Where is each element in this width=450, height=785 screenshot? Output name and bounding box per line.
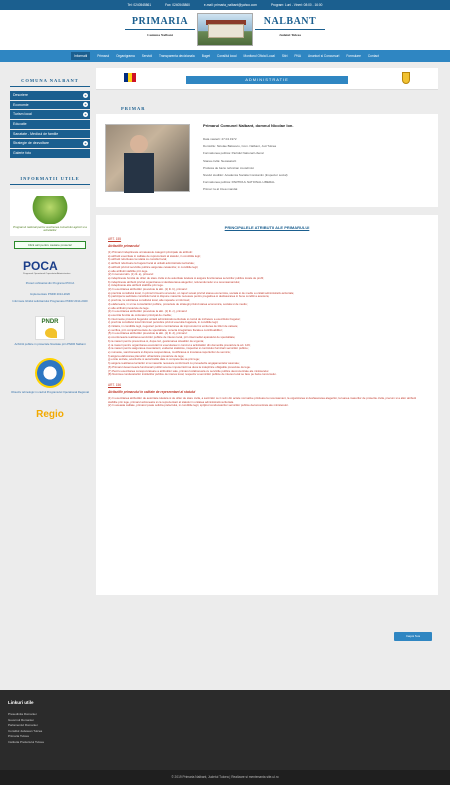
- atributii-title: PRINCIPALELE ATRIBUTII ALE PRIMARULUI: [224, 225, 310, 230]
- sidebar-item-strategie[interactable]: Strategie de dezvoltare +: [10, 139, 90, 148]
- nav-item-formulare[interactable]: Formulare: [346, 54, 361, 58]
- paragraph: b) intocmeste proiectul bugetului unitatii administrativ-teritoriale si contul de incheiere a exercitiului bugetar;: [108, 316, 241, 321]
- footer-link[interactable]: Consiliul Judetean Tulcea: [8, 728, 43, 733]
- paragraph: a) exercita functia de ordonator principal de credite;: [108, 312, 172, 317]
- pndr-link-2[interactable]: Informare Ghidul solicitantului Programare PNDR 2014-2020: [12, 299, 88, 303]
- paragraph: (3) In exercitarea atributiilor prevazute la alin. (1) lit. b), primarul:: [108, 287, 188, 292]
- art-156-subtitle: Atributiile primarului in calitate de reprezentant al statului: [108, 389, 196, 394]
- pndr-text: Programul national pentru sustinerea comertului agricol si a activitatilor: [13, 224, 87, 233]
- paragraph: c) prezinta consiliului local informari periodice privind executia bugetara, in conditiile legii;: [108, 320, 219, 325]
- main-content: [96, 68, 438, 638]
- paragraph: b) indeplineste atributii privind organizarea si desfasurarea alegerilor, referendumului si a recensamantului;: [108, 279, 240, 284]
- primar-heading: PRIMAR: [121, 106, 146, 111]
- footer: [0, 690, 450, 770]
- search-projects-button[interactable]: Click aici pentru cautare proiecte!: [14, 241, 86, 249]
- footer-link[interactable]: Parlamentul Romaniei: [8, 723, 38, 727]
- footer-link[interactable]: Primaria Tulcea: [8, 734, 29, 738]
- nav-item-pna[interactable]: PNA: [294, 54, 301, 58]
- paragraph: (5) In exercitarea atributiilor prevazute la alin. (1) lit. d), primarul:: [108, 331, 188, 336]
- paragraph: e) verifica, prin compartimentele de specialitate, corecta inregistrare fiscala a contribuabililor;: [108, 327, 223, 332]
- nav-item-anunturi[interactable]: Anunturi si Concursuri: [307, 54, 340, 58]
- program-text: Program: Luni - Vineri: 08:00 - 16:00: [270, 3, 323, 7]
- pndr-achizitii-link[interactable]: Achizitii publice in proiectele finantate prin PNDR Nalbant: [14, 341, 86, 346]
- paragraph: a) atributii exercitate in calitate de reprezentant al statului, in conditiile legii;: [108, 253, 201, 258]
- romania-flag-icon: [124, 73, 136, 82]
- footer-link[interactable]: Presedintia Romaniei: [8, 712, 37, 716]
- pndr-banner[interactable]: [10, 189, 90, 236]
- paragraph: d) elaboreaza, in urma consultarilor publice, proiectele de strategii privind starea economica, sociala si de mediu;: [108, 301, 248, 306]
- paragraph: a) coordoneaza realizarea serviciilor publice de interes local, prin intermediul aparatului de specialitate;: [108, 335, 236, 340]
- plus-icon[interactable]: +: [84, 92, 87, 98]
- fax-text: Fax: 0240545860: [165, 3, 190, 7]
- admin-bar: [96, 68, 438, 90]
- email-link[interactable]: e-mail: primaria_nalbant@yahoo.com: [203, 3, 257, 7]
- art-155-body: [108, 251, 426, 377]
- paragraph: (6) Primarul desemneaza functionarii publici anume imputerniciti sa duca la indeplinire obligatiile prevazute de lege.: [108, 364, 251, 369]
- main-nav: [0, 50, 450, 62]
- paragraph: d) ia masuri pentru asigurarea inventarierii, evidentei statistice, inspectiei si controlului furnizarii serviciilor publice;: [108, 346, 249, 351]
- paragraph: (8) Numirea conducatorilor institutiilor publice de interes local, respectiv a serviciilor publice de interes local se face pe baza concursului.: [108, 372, 277, 377]
- primar-info: Data nasterii: 27.04.1972 Domiciliu: Nicolae Balcescu, Com. Nalbant, Jud.Tulcea Formatiunea politica: Partidul National Liberal Starea civila: Necasatorit Profesia de baza: tehnician zootehnist Nivelul studiilor: Academia Sociala Constantin (Inspector social) Formatiunea politica: PARTIDUL NATIONAL LIBERAL Primar: la al 3-lea mandat: [203, 137, 288, 192]
- info-heading: INFORMATII UTILE: [10, 166, 90, 185]
- paragraph: e) numeste, sanctioneaza si dispune suspendarea, modificarea si incetarea raporturilor de serviciu;: [108, 349, 231, 354]
- art-156-body: [108, 397, 426, 408]
- paragraph: (2) In temeiul alin. (1) lit. a), primarul:: [108, 272, 154, 277]
- copyright-text: © 2019 Primaria Nalbant, Judetul Tulcea: [171, 775, 229, 779]
- nav-item-buget[interactable]: Buget: [201, 54, 211, 58]
- top-bar: [0, 0, 450, 10]
- town-hall-image: [197, 13, 253, 46]
- paragraph: e) alte atributii prevazute de lege.: [108, 305, 150, 310]
- paragraph: e) alte atributii stabilite prin lege.: [108, 268, 149, 273]
- footer-heading: Linkuri utile: [8, 700, 34, 705]
- paragraph: c) indeplineste alte atributii stabilite prin lege.: [108, 283, 164, 288]
- plus-icon[interactable]: +: [84, 102, 87, 108]
- poca-link[interactable]: Proiect cofinantat din Programul POCA: [25, 280, 75, 285]
- credit-link[interactable]: Realizare si mentenanta site-ul.ro: [231, 775, 279, 779]
- paragraph: g) emite avizele, acordurile si autorizatiile date in competenta sa prin lege;: [108, 357, 200, 362]
- pndr-logo-2[interactable]: PNDR: [35, 316, 65, 340]
- nav-item-contact[interactable]: Contact: [367, 54, 379, 58]
- site-header: [0, 10, 450, 50]
- atributii-content: [96, 215, 438, 638]
- art-155-subtitle: Atributiile primarului: [108, 244, 140, 248]
- paragraph: f) asigura elaborarea planurilor urbanistice prevazute de lege;: [108, 353, 185, 358]
- footer-link[interactable]: Institutia Prefectului Tulcea: [8, 739, 44, 744]
- nav-item-servicii[interactable]: Servicii: [141, 54, 153, 58]
- nav-item-organigrama[interactable]: Organigrama: [116, 54, 135, 58]
- back-to-top-button[interactable]: Inapoi Sus: [394, 632, 432, 641]
- phone-text: Tel: 0240545861: [127, 3, 152, 7]
- poca-logo[interactable]: POCA Programul Operational Capacitate Administrativa: [23, 258, 71, 275]
- nav-item-primarul[interactable]: Primarul: [97, 54, 110, 58]
- paragraph: d) atributii privind serviciile publice asigurate cetatenilor, in conditiile legii;: [108, 264, 199, 269]
- nav-item-informatii[interactable]: Informatii: [71, 52, 90, 60]
- sidebar-item-educatie[interactable]: Educatie: [10, 120, 90, 129]
- paragraph: b) atributii referitoare la relatia cu consiliul local;: [108, 257, 167, 262]
- paragraph: a) prezinta consiliului local, in primul trimestru al anului, un raport anual privind starea economica, sociala si de mediu a unitatii administrativ-teritoriale;: [108, 290, 295, 295]
- nav-item-stiri[interactable]: Stiri: [281, 54, 288, 58]
- sidebar-item-sanatate[interactable]: Sanatate - Medicul de familie: [10, 130, 90, 139]
- primar-photo: [105, 124, 190, 192]
- header-left: [125, 16, 195, 37]
- copyright-bar: © 2019 Primaria Nalbant, Judetul Tulcea | Realizare si mentenanta site-ul.ro: [0, 770, 450, 785]
- header-title-nalbant: NALBANT: [255, 16, 325, 30]
- sidebar: [10, 68, 90, 420]
- sidebar-item-economie[interactable]: Economie +: [10, 101, 90, 110]
- footer-link[interactable]: Guvernul Romaniei: [8, 717, 34, 722]
- program-operational-logo[interactable]: [35, 358, 65, 388]
- header-subtitle-judet: Judetul Tulcea: [279, 33, 301, 37]
- sidebar-item-descriere[interactable]: Descriere +: [10, 91, 90, 100]
- paragraph: c) ia masuri pentru organizarea executarii si executarea in concret a activitatilor din domeniile prevazute la art. 129;: [108, 342, 251, 347]
- sidebar-item-galerie[interactable]: Galerie foto: [10, 149, 90, 158]
- paragraph: (7) Pentru exercitarea corespunzatoare a atributiilor sale, primarul colaboreaza cu serviciile publice deconcentrate ale ministerelor.: [108, 368, 270, 373]
- art-156-label: ART. 156: [108, 382, 122, 387]
- paragraph: (4) In exercitarea atributiilor prevazute la alin. (1) lit. c), primarul:: [108, 309, 188, 314]
- admin-title: ADMINISTRATIE: [186, 76, 348, 84]
- paragraph: c) atributii referitoare la bugetul local al unitatii administrativ-teritoriale;: [108, 261, 195, 266]
- plus-icon[interactable]: +: [84, 140, 87, 146]
- primar-card: [96, 114, 438, 207]
- paragraph: a) indeplineste functia de ofiter de stare civila si de autoritate tutelara si asigura functionarea serviciilor publice locale de profil;: [108, 275, 264, 280]
- paragraph: b) participa la sedintele consiliului local si dispune masurile necesare pentru pregatirea si desfasurarea in bune conditii a acestora;: [108, 294, 270, 299]
- paragraph: b) ia masuri pentru prevenirea si, dupa caz, gestionarea situatiilor de urgenta;: [108, 338, 204, 343]
- pndr-logo-icon: [27, 196, 73, 224]
- plus-icon[interactable]: +: [84, 111, 87, 117]
- footer-links: [8, 712, 44, 745]
- paragraph: c) prezinta, la solicitarea consiliului local, alte rapoarte si informari;: [108, 298, 191, 303]
- paragraph: d) initiaza, in conditiile legii, negocieri pentru contractarea de imprumuturi si emiterea de titluri de valoare;: [108, 324, 239, 329]
- nav-item-monitorul[interactable]: Monitorul Oficial Local: [243, 54, 275, 58]
- header-right: [255, 16, 325, 37]
- primar-name: Primarul Comunei Nalbant, domnul Nicolae Ion.: [203, 123, 294, 128]
- sidebar-heading: COMUNA NALBANT: [10, 68, 90, 87]
- leaf-icon: [45, 328, 57, 338]
- nav-item-transparenta[interactable]: Transparenta decizionala: [159, 54, 195, 58]
- paragraph: (2) In aceasta calitate, primarul poate solicita prefectului, in conditiile legii, sprijinul conducatorilor serviciilor publice deconcentrate ale ministerelor.: [108, 403, 289, 408]
- nav-item-consiliul[interactable]: Consiliul local: [217, 54, 237, 58]
- paragraph: (1) Primarul indeplineste urmatoarele categorii principale de atributii:: [108, 250, 193, 254]
- paragraph: (1) In exercitarea atributiilor de autoritate tutelara si de ofiter de stare civila, a sarcinilor ce ii revin din actele normative privitoare la recensamant, la organizarea si desfasurarea alegerilor, la luarea masurilor de protectie civila, precum si a altor atributii stabilite prin lege, primarul actioneaza si ca reprezentant al statului in unitatea administrativ-teritoriala.: [108, 395, 416, 404]
- header-title-primaria: PRIMARIA: [125, 16, 195, 30]
- program-operational-link[interactable]: Obiectiv tehnologic in cadrul Programului Operational Regional: [11, 390, 89, 395]
- header-subtitle-comuna: Comuna Nalbant: [147, 33, 173, 37]
- paragraph: h) asigura realizarea lucrarilor si ia masurile necesare conformarii cu prevederile angajamentelor asumate;: [108, 361, 240, 366]
- coat-of-arms-icon: [402, 72, 410, 84]
- art-155-label: ART. 155: [108, 237, 122, 241]
- sidebar-item-turism[interactable]: Turism local +: [10, 110, 90, 119]
- regio-logo[interactable]: Regio: [36, 408, 64, 420]
- pndr-link-1[interactable]: Implementare PNDR 2014-2020: [30, 292, 70, 297]
